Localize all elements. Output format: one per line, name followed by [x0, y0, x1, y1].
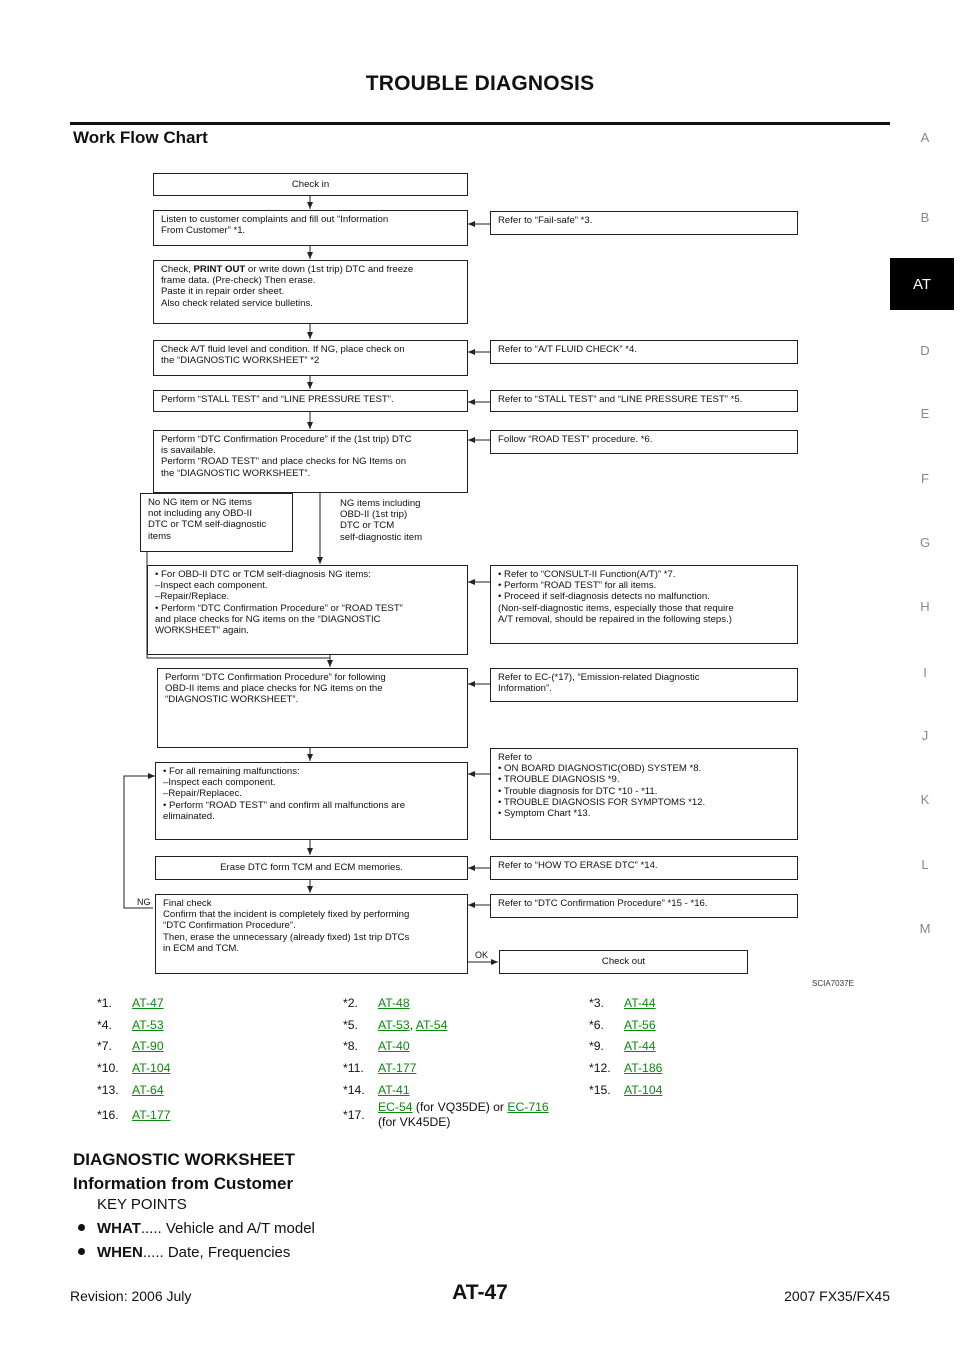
ref-number: *7. [97, 1039, 112, 1054]
emission-ref-box: Refer to EC-(*17), “Emission-related Diagnostic Information”. [490, 668, 798, 702]
section-title: Work Flow Chart [73, 128, 208, 147]
check-in-box: Check in [153, 173, 468, 196]
ref-number: *2. [343, 995, 358, 1010]
erase-dtc-box: Erase DTC form TCM and ECM memories. [155, 856, 468, 880]
listen-complaints-box: Listen to customer complaints and fill out “Information From Customer” *1. [153, 210, 468, 246]
ref-link[interactable]: AT-48 [378, 995, 410, 1010]
what-label: WHAT [97, 1220, 141, 1237]
table-row [97, 1014, 835, 1036]
table-row [97, 992, 835, 1014]
ref-link[interactable]: AT-64 [132, 1082, 164, 1097]
ref-number: *14. [343, 1082, 365, 1097]
index-g[interactable]: G [919, 535, 931, 550]
print-out-box [153, 260, 468, 324]
dtc-confirmation-box: Perform “DTC Confirmation Procedure” if the (1st trip) DTC is savailable. Perform “ROAD TEST” and place checks for NG Items on the “DIAGNOSTIC WORKSHEET”. [153, 430, 468, 493]
index-e[interactable]: E [920, 406, 930, 421]
index-h[interactable]: H [920, 599, 930, 614]
ref-number: *1. [97, 995, 112, 1010]
ref-link[interactable]: AT-90 [132, 1039, 164, 1054]
title-rule [70, 122, 890, 125]
ref-number: *11. [343, 1060, 364, 1075]
footer-revision: Revision: 2006 July [70, 1288, 192, 1304]
index-i[interactable]: I [923, 665, 927, 680]
ref-link[interactable]: AT-53 [132, 1017, 164, 1032]
erase-dtc-ref-box: Refer to “HOW TO ERASE DTC” *14. [490, 856, 798, 880]
fluid-check-ref-box: Refer to “A/T FLUID CHECK” *4. [490, 340, 798, 364]
ref-link[interactable]: AT-54 [415, 1017, 448, 1032]
worksheet-subtitle: Information from Customer [73, 1174, 294, 1193]
table-row [97, 1100, 835, 1130]
ref-number: *5. [343, 1017, 358, 1032]
print-out-post: or write down (1st trip) DTC and freeze frame data. (Pre-check) Then erase. Paste it in repair order sheet. Also check related service bulletins. [161, 264, 414, 309]
ref-number: *8. [343, 1039, 358, 1054]
ref-link[interactable]: AT-186 [624, 1060, 663, 1075]
ref-number: *10. [97, 1060, 119, 1075]
ref-link[interactable]: AT-47 [132, 995, 164, 1010]
what-text: ..... Vehicle and A/T model [140, 1220, 315, 1237]
footer-model: 2007 FX35/FX45 [784, 1288, 890, 1304]
obd-ng-items-box: • For OBD-II DTC or TCM self-diagnosis NG items: –Inspect each component. –Repair/Replace. • Perform “DTC Confirmation Procedure” or “ROAD TEST” and place checks for NG items on the “DIAGNOSTIC WORKSHEET” again. [147, 565, 468, 655]
ng-items-including-label: NG items including OBD-II (1st trip) DTC or TCM self-diagnostic item [340, 498, 423, 543]
ref-link[interactable]: AT-177 [132, 1108, 171, 1123]
index-l[interactable]: L [921, 857, 929, 872]
ref-number: *12. [589, 1060, 611, 1075]
what-item [78, 1220, 315, 1237]
stall-test-ref-box: Refer to “STALL TEST” and “LINE PRESSURE TEST” *5. [490, 390, 798, 412]
ref-link[interactable]: AT-44 [624, 1039, 656, 1054]
ref-number: *15. [589, 1082, 611, 1097]
check-out-box: Check out [499, 950, 748, 974]
ref-link[interactable]: AT-104 [624, 1082, 663, 1097]
fluid-check-box: Check A/T fluid level and condition. If NG, place check on the “DIAGNOSTIC WORKSHEET” *2 [153, 340, 468, 376]
reference-table [97, 992, 835, 1130]
print-out-pre: Check, [161, 264, 194, 275]
print-out-bold: PRINT OUT [193, 264, 246, 275]
table-row [97, 1079, 835, 1101]
index-at-active[interactable]: AT [890, 258, 954, 310]
ref-separator: , [409, 1017, 416, 1032]
index-d[interactable]: D [920, 343, 930, 358]
footer-page-number: AT-47 [452, 1281, 508, 1304]
table-row [97, 1057, 835, 1079]
bullet-icon [78, 1224, 85, 1231]
ref-number: *4. [97, 1017, 112, 1032]
index-k[interactable]: K [920, 792, 930, 807]
ref-link[interactable]: EC-54 [378, 1100, 413, 1115]
ref-link[interactable]: AT-41 [378, 1082, 410, 1097]
ref-link[interactable]: AT-40 [378, 1039, 410, 1054]
ref-number: *17. [343, 1108, 365, 1123]
ref-link[interactable]: EC-716 [507, 1100, 549, 1115]
obd2-items-box: Perform “DTC Confirmation Procedure” for following OBD-II items and place checks for NG items on the “DIAGNOSTIC WORKSHEET”. [157, 668, 468, 748]
ref-note: (for VK45DE) [378, 1115, 451, 1130]
when-label: WHEN [97, 1244, 143, 1261]
key-points-label: KEY POINTS [97, 1196, 187, 1213]
final-check-box: Final check Confirm that the incident is completely fixed by performing “DTC Confirmation Procedure”. Then, erase the unnecessary (already fixed) 1st trip DTCs in ECM and TCM. [155, 894, 468, 974]
ref-link[interactable]: AT-177 [378, 1060, 417, 1075]
road-test-ref-box: Follow “ROAD TEST” procedure. *6. [490, 430, 798, 454]
stall-test-box: Perform “STALL TEST” and “LINE PRESSURE TEST”. [153, 390, 468, 412]
obd-system-ref-box: Refer to • ON BOARD DIAGNOSTIC(OBD) SYSTEM *8. • TROUBLE DIAGNOSIS *9. • Trouble diagnosis for DTC *10 - *11. • TROUBLE DIAGNOSIS FOR SYMPTOMS *12. • Symptom Chart *13. [490, 748, 798, 840]
ref-number: *9. [589, 1039, 604, 1054]
ref-link[interactable]: AT-56 [624, 1017, 656, 1032]
ref-link[interactable]: AT-104 [132, 1060, 171, 1075]
ref-number: *6. [589, 1017, 604, 1032]
worksheet-title: DIAGNOSTIC WORKSHEET [73, 1150, 295, 1169]
failsafe-ref-box: Refer to “Fail-safe” *3. [490, 211, 798, 235]
index-b[interactable]: B [920, 210, 930, 225]
index-j[interactable]: J [921, 728, 929, 743]
index-m[interactable]: M [919, 921, 931, 936]
when-item [78, 1244, 290, 1261]
figure-code: SCIA7037E [812, 979, 854, 988]
page-title: TROUBLE DIAGNOSIS [365, 72, 595, 95]
table-row [97, 1035, 835, 1057]
bullet-icon [78, 1248, 85, 1255]
ref-link[interactable]: AT-44 [624, 995, 656, 1010]
ref-link[interactable]: AT-53 [378, 1017, 410, 1032]
no-ng-items-box: No NG item or NG items not including any OBD-II DTC or TCM self-diagnostic items [140, 493, 293, 552]
index-f[interactable]: F [921, 471, 929, 486]
dtc-procedure-ref-box: Refer to “DTC Confirmation Procedure” *15 - *16. [490, 894, 798, 918]
ref-number: *13. [97, 1082, 119, 1097]
consult-ref-box: • Refer to “CONSULT-II Function(A/T)” *7. • Perform “ROAD TEST” for all items. • Proceed if self-diagnosis detects no malfunction. (Non-self-diagnostic items, especially those that require A/T removal, should be repaired in the following steps.) [490, 565, 798, 644]
when-text: ..... Date, Frequencies [142, 1244, 291, 1261]
ng-label: NG [137, 897, 151, 907]
ref-number: *3. [589, 995, 604, 1010]
ok-label: OK [475, 950, 489, 960]
ref-note: (for VQ35DE) or [412, 1100, 508, 1115]
ref-number: *16. [97, 1108, 119, 1123]
index-a[interactable]: A [920, 130, 930, 145]
remaining-malfunctions-box: • For all remaining malfunctions: –Inspect each component. –Repair/Replacec. • Perform “ROAD TEST” and confirm all malfunctions are elimainated. [155, 762, 468, 840]
